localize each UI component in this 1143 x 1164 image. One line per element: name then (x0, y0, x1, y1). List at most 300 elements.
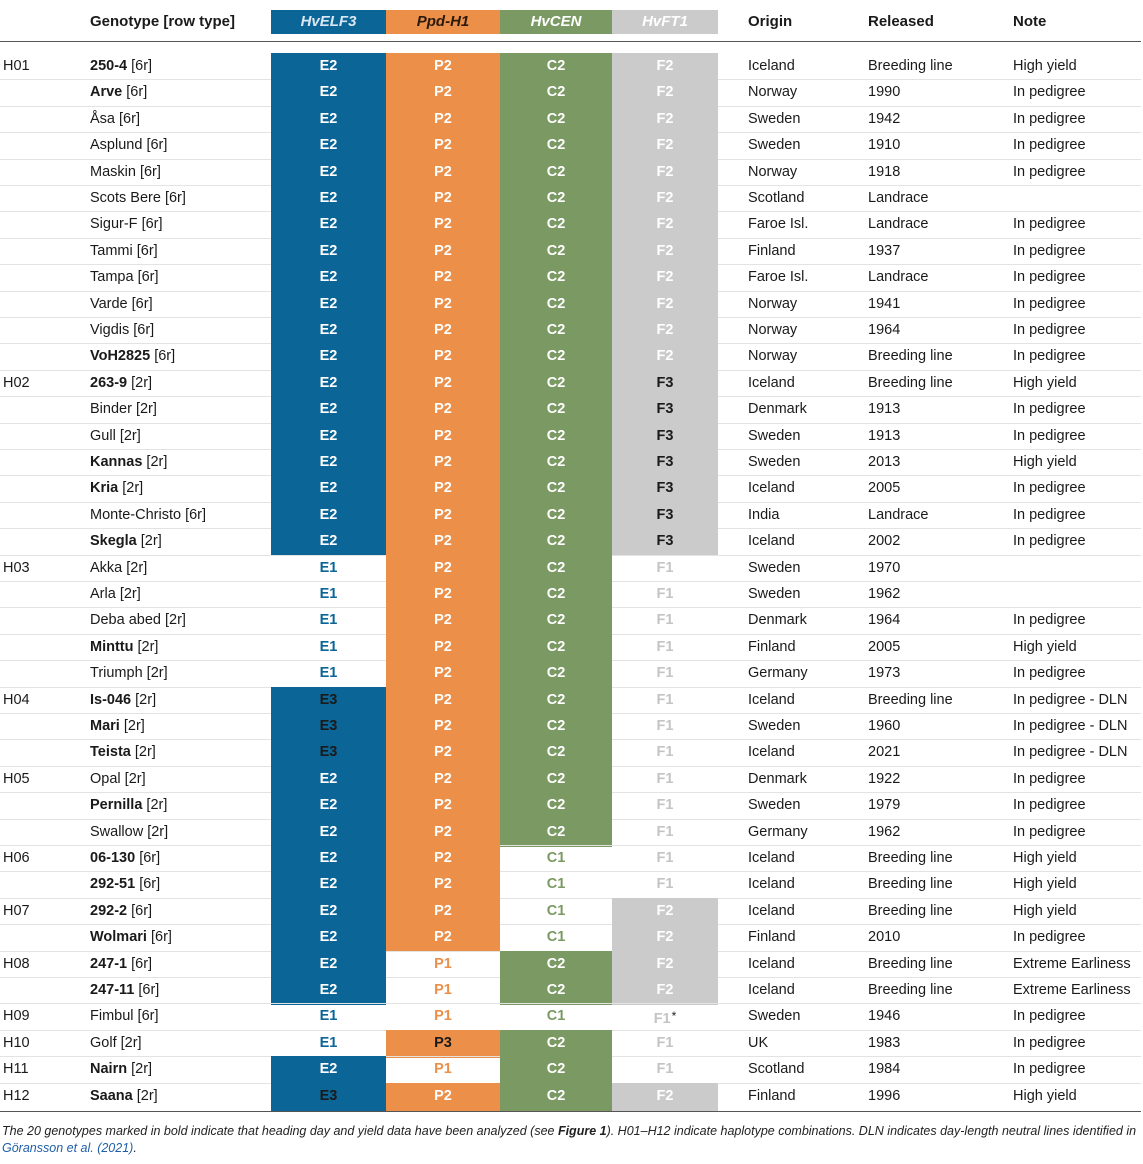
cen-allele (500, 159, 612, 187)
cen-allele (500, 106, 612, 134)
cen-allele (500, 423, 612, 451)
released-cell: Landrace (868, 216, 929, 233)
ft1-allele (612, 291, 718, 319)
elf3-allele-value: E1 (319, 1008, 338, 1025)
ft1-allele-value: F2 (656, 137, 674, 154)
ppd-allele-value: P2 (434, 1087, 452, 1104)
ppd-allele-value: P2 (434, 58, 452, 74)
origin-cell: Finland (748, 1087, 796, 1104)
ppd-allele (386, 370, 500, 398)
elf3-allele-value: E2 (319, 427, 338, 444)
row-type: [6r] (138, 982, 160, 998)
haplotype-group: H04 (3, 691, 30, 708)
cen-allele (500, 792, 612, 820)
ft1-allele-value: F1 (656, 823, 674, 840)
genotype-name: Opal (90, 770, 121, 787)
ppd-allele (386, 53, 500, 81)
cen-allele (500, 819, 612, 847)
header-rule (0, 41, 1141, 42)
ft1-allele (612, 951, 718, 979)
row-type: [2r] (135, 691, 157, 708)
ft1-allele-value: F1 (656, 559, 674, 576)
released-cell: Breeding line (868, 374, 953, 391)
genotype-name: Kannas (90, 454, 143, 470)
cen-allele-value: C2 (546, 638, 566, 655)
cen-allele (500, 264, 612, 292)
row-type: [2r] (124, 770, 146, 787)
ft1-allele-value: F2 (656, 348, 674, 365)
ft1-allele-value: F2 (656, 84, 674, 101)
note-cell: High yield (1013, 638, 1077, 655)
ft1-allele (612, 370, 718, 398)
caption-part-3: . (133, 1141, 137, 1155)
note-cell: In pedigree - DLN (1013, 744, 1128, 761)
ppd-allele-value: P1 (434, 1008, 452, 1025)
genotype-cell (90, 375, 152, 391)
row-type: [6r] (119, 110, 140, 127)
row-type: [2r] (146, 665, 168, 682)
ft1-allele-value: F2 (656, 1087, 674, 1104)
note-cell: In pedigree (1013, 797, 1086, 814)
ft1-allele (612, 1056, 718, 1084)
ppd-allele-value: P2 (434, 480, 452, 497)
haplotype-group: H05 (3, 770, 30, 787)
row-type: [6r] (139, 163, 161, 180)
ppd-allele-value: P2 (434, 559, 452, 576)
cen-allele (500, 317, 612, 345)
haplotype-group: H06 (3, 850, 30, 866)
caption-figure-link[interactable]: Figure 1 (557, 1124, 607, 1138)
elf3-allele-value: E2 (319, 58, 338, 74)
origin-cell: Scotland (748, 1061, 805, 1078)
ppd-allele (386, 528, 500, 556)
ppd-allele (386, 555, 500, 583)
cen-allele (500, 766, 612, 794)
genotype-name: Akka (90, 559, 123, 576)
genotype-name: 247-1 (90, 955, 128, 972)
cen-allele (500, 1030, 612, 1058)
note-cell: In pedigree (1013, 242, 1086, 259)
cen-allele-value: C1 (546, 902, 566, 919)
cen-allele (500, 977, 612, 1005)
released-cell: 1973 (868, 665, 901, 682)
elf3-allele-value: E2 (319, 322, 338, 338)
ppd-allele (386, 1003, 500, 1031)
genotype-name: Gull (90, 427, 116, 444)
origin-cell: Sweden (748, 110, 801, 127)
origin-cell: Iceland (748, 480, 795, 497)
ppd-allele-value: P2 (434, 665, 452, 682)
row-type: [6r] (131, 955, 153, 972)
ft1-allele (612, 106, 718, 134)
elf3-allele-value: E2 (319, 295, 338, 312)
origin-cell: Germany (748, 665, 808, 682)
elf3-allele (271, 819, 386, 847)
cen-allele (500, 53, 612, 81)
ft1-allele-value: F1 (656, 876, 674, 893)
origin-cell: Norway (748, 295, 798, 312)
note-cell: In pedigree - DLN (1013, 718, 1128, 734)
origin-cell: Iceland (748, 876, 795, 893)
caption-part-1: The 20 genotypes marked in bold indicate that heading day and yield data have been analyzed (see (2, 1124, 558, 1138)
haplotype-group: H01 (3, 58, 30, 74)
cen-allele (500, 739, 612, 767)
cen-allele (500, 555, 612, 583)
origin-cell: Iceland (748, 902, 795, 919)
genotype-name: Golf (90, 1034, 117, 1051)
ft1-allele-value: F1 (656, 770, 674, 787)
ft1-allele-value: F3 (656, 401, 674, 418)
ft1-allele (612, 713, 718, 741)
origin-cell: Sweden (748, 586, 801, 602)
released-cell: Breeding line (868, 902, 953, 919)
genotype-cell (90, 797, 167, 813)
ft1-allele-value: F2 (656, 982, 674, 998)
released-cell: 1979 (868, 797, 901, 814)
row-type: [6r] (137, 1008, 159, 1025)
released-cell: 1962 (868, 823, 901, 840)
elf3-allele-value: E1 (319, 1034, 338, 1051)
note-cell: Extreme Earliness (1013, 982, 1131, 998)
genotype-cell (90, 1035, 142, 1051)
ppd-allele (386, 291, 500, 319)
ft1-allele (612, 264, 718, 292)
elf3-allele-value: E2 (319, 454, 338, 470)
elf3-allele-value: E2 (319, 137, 338, 154)
cen-allele (500, 185, 612, 213)
note-cell: In pedigree (1013, 1061, 1086, 1078)
note-cell: High yield (1013, 902, 1077, 919)
genotype-name: Wolmari (90, 929, 147, 946)
released-cell: 1970 (868, 559, 901, 576)
ft1-allele-value: F1 (656, 665, 674, 682)
elf3-allele-value: E2 (319, 982, 338, 998)
cen-allele-value: C2 (546, 58, 566, 74)
cen-allele (500, 581, 612, 609)
elf3-allele-value: E2 (319, 269, 338, 286)
released-cell: 1913 (868, 401, 901, 418)
haplotype-group: H09 (3, 1008, 30, 1025)
genotype-cell (90, 718, 145, 734)
note-cell: In pedigree (1013, 929, 1086, 946)
elf3-allele-value: E1 (319, 638, 338, 655)
cen-allele-value: C2 (546, 454, 566, 470)
cen-allele-value: C2 (546, 269, 566, 286)
elf3-allele (271, 396, 386, 424)
ft1-allele (612, 475, 718, 503)
cen-allele (500, 713, 612, 741)
ppd-allele (386, 211, 500, 239)
ft1-allele-value: F1 (656, 850, 674, 866)
elf3-allele (271, 766, 386, 794)
origin-cell: Norway (748, 84, 798, 101)
genotype-name: Tampa (90, 269, 134, 286)
cen-allele-value: C2 (546, 348, 566, 365)
ppd-allele-value: P2 (434, 929, 452, 946)
origin-cell: Denmark (748, 770, 807, 787)
row-type: [6r] (164, 190, 186, 206)
ppd-allele (386, 660, 500, 688)
cen-allele-value: C2 (546, 242, 566, 259)
row-type: [6r] (139, 876, 161, 893)
elf3-allele (271, 475, 386, 503)
elf3-allele (271, 264, 386, 292)
ft1-allele-value: F2 (656, 58, 674, 74)
ft1-allele-value: F1 (656, 1034, 674, 1051)
elf3-allele (271, 211, 386, 239)
genotype-cell (90, 824, 168, 840)
cen-allele (500, 370, 612, 398)
genotype-name: Pernilla (90, 797, 143, 814)
cen-allele-value: C2 (546, 533, 566, 550)
elf3-allele (271, 1056, 386, 1084)
ppd-allele-value: P2 (434, 427, 452, 444)
ppd-allele-value: P2 (434, 348, 452, 365)
table-caption (2, 1123, 1140, 1157)
elf3-allele-value: E1 (319, 665, 338, 682)
cen-allele-value: C2 (546, 216, 566, 233)
origin-cell: Sweden (748, 797, 801, 814)
elf3-allele-value: E2 (319, 480, 338, 497)
origin-cell: India (748, 506, 780, 523)
elf3-allele-value: E2 (319, 163, 338, 180)
header-hvft1: HvFT1 (612, 10, 718, 34)
cen-allele-value: C2 (546, 84, 566, 101)
cen-allele-value: C2 (546, 110, 566, 127)
row-type: [2r] (140, 533, 162, 550)
ppd-allele (386, 871, 500, 899)
genotype-name: Teista (90, 744, 131, 761)
elf3-allele (271, 924, 386, 952)
ft1-allele-value: F2 (656, 955, 674, 972)
ft1-allele-value: F2 (656, 242, 674, 259)
elf3-allele-value: E2 (319, 850, 338, 866)
header-released: Released (868, 13, 934, 30)
elf3-allele-value: E2 (319, 955, 338, 972)
ppd-allele (386, 792, 500, 820)
row-type: [2r] (164, 612, 186, 629)
origin-cell: Norway (748, 163, 798, 180)
header-hvelf3: HvELF3 (271, 10, 386, 34)
released-cell: Breeding line (868, 850, 953, 866)
genotype-cell (90, 137, 167, 153)
note-cell: High yield (1013, 850, 1077, 866)
elf3-allele-value: E2 (319, 1061, 338, 1078)
ft1-allele (612, 766, 718, 794)
header-hvcen: HvCEN (500, 10, 612, 34)
ppd-allele-value: P2 (434, 216, 452, 233)
note-cell: In pedigree (1013, 84, 1086, 101)
ppd-allele-value: P2 (434, 744, 452, 761)
elf3-allele (271, 581, 386, 609)
released-cell: Breeding line (868, 955, 953, 972)
header-ppd-h1: Ppd-H1 (386, 10, 500, 34)
cen-allele (500, 871, 612, 899)
cen-allele-value: C2 (546, 770, 566, 787)
ft1-allele (612, 132, 718, 160)
note-cell: In pedigree (1013, 612, 1086, 629)
ppd-allele-value: P1 (434, 1061, 452, 1078)
genotype-cell (90, 296, 153, 312)
ppd-allele-value: P2 (434, 770, 452, 787)
ppd-allele-value: P2 (434, 586, 452, 602)
note-cell: High yield (1013, 374, 1077, 391)
ppd-allele-value: P2 (434, 295, 452, 312)
row-type: [6r] (185, 506, 207, 523)
row-type: [6r] (137, 269, 159, 286)
origin-cell: Finland (748, 638, 796, 655)
note-cell: In pedigree (1013, 295, 1086, 312)
ft1-allele-value: F2 (656, 110, 674, 127)
ft1-allele-value: F1 (656, 691, 674, 708)
ppd-allele (386, 185, 500, 213)
elf3-allele (271, 1003, 386, 1031)
ppd-allele (386, 106, 500, 134)
genotype-name: 247-11 (90, 982, 135, 998)
note-cell: In pedigree (1013, 269, 1086, 286)
genotype-name: Is-046 (90, 691, 132, 708)
released-cell: 2010 (868, 929, 901, 946)
origin-cell: Finland (748, 242, 796, 259)
cen-allele (500, 79, 612, 107)
note-cell: High yield (1013, 454, 1077, 470)
haplotype-group: H07 (3, 902, 30, 919)
haplotype-group: H08 (3, 955, 30, 972)
ft1-allele-value: F3 (656, 427, 674, 444)
ppd-allele-value: P2 (434, 876, 452, 893)
genotype-cell (90, 744, 156, 760)
genotype-name: Saana (90, 1087, 133, 1104)
ft1-allele-value: F3 (656, 480, 674, 497)
note-cell: In pedigree (1013, 533, 1086, 550)
cen-allele-value: C2 (546, 797, 566, 814)
ft1-allele (612, 53, 718, 81)
ft1-allele (612, 607, 718, 635)
elf3-allele-value: E3 (319, 744, 338, 761)
ppd-allele-value: P2 (434, 506, 452, 523)
ppd-allele (386, 739, 500, 767)
genotype-cell (90, 665, 168, 681)
cen-allele (500, 845, 612, 873)
elf3-allele-value: E2 (319, 348, 338, 365)
released-cell: Breeding line (868, 876, 953, 893)
elf3-allele-value: E1 (319, 559, 338, 576)
origin-cell: Sweden (748, 454, 801, 470)
row-type: [6r] (131, 58, 153, 74)
ft1-allele (612, 581, 718, 609)
origin-cell: Faroe Isl. (748, 269, 809, 286)
ft1-footnote-mark: * (671, 1009, 677, 1024)
origin-cell: Sweden (748, 137, 801, 154)
note-cell: In pedigree (1013, 216, 1086, 233)
genotype-name: Mari (90, 718, 120, 734)
ft1-allele-value: F2 (656, 190, 674, 206)
elf3-allele (271, 132, 386, 160)
ppd-allele (386, 819, 500, 847)
cen-allele (500, 1003, 612, 1031)
origin-cell: Norway (748, 322, 798, 338)
genotype-name: Binder (90, 401, 132, 418)
origin-cell: Iceland (748, 374, 795, 391)
elf3-allele (271, 291, 386, 319)
note-cell: In pedigree (1013, 823, 1086, 840)
released-cell: 1962 (868, 586, 901, 602)
haplotype-group: H11 (3, 1061, 29, 1078)
genotype-cell (90, 322, 154, 338)
ppd-allele (386, 449, 500, 477)
genotype-name: Arve (90, 84, 123, 101)
note-cell: In pedigree (1013, 163, 1086, 180)
released-cell: Landrace (868, 269, 929, 286)
origin-cell: Iceland (748, 58, 795, 74)
ppd-allele (386, 1056, 500, 1084)
genotype-cell (90, 190, 186, 206)
ppd-allele-value: P2 (434, 190, 452, 206)
ppd-allele (386, 766, 500, 794)
genotype-cell (90, 1008, 159, 1024)
origin-cell: Faroe Isl. (748, 216, 809, 233)
row-type: [6r] (146, 137, 168, 154)
row-type: [6r] (136, 242, 158, 259)
genotype-cell (90, 533, 162, 549)
cen-allele (500, 951, 612, 979)
row-type: [2r] (147, 823, 169, 840)
elf3-allele-value: E2 (319, 84, 338, 101)
ft1-allele-value: F1 (656, 718, 674, 734)
origin-cell: Iceland (748, 982, 795, 998)
elf3-allele-value: E2 (319, 190, 338, 206)
genotype-cell (90, 507, 206, 523)
elf3-allele-value: E1 (319, 612, 338, 629)
cen-allele-value: C1 (546, 1008, 566, 1025)
origin-cell: Denmark (748, 401, 807, 418)
cen-allele-value: C2 (546, 480, 566, 497)
caption-reference-link[interactable]: Göransson et al. (2021) (2, 1141, 134, 1155)
genotype-name: 263-9 (90, 374, 128, 391)
haplotype-group: H12 (3, 1087, 30, 1104)
genotype-name: Swallow (90, 823, 144, 840)
ft1-allele-value: F3 (656, 374, 674, 391)
genotype-cell (90, 639, 158, 655)
elf3-allele-value: E2 (319, 823, 338, 840)
elf3-allele-value: E2 (319, 770, 338, 787)
released-cell: Breeding line (868, 58, 953, 74)
ppd-allele (386, 977, 500, 1005)
note-cell: In pedigree (1013, 348, 1086, 365)
origin-cell: Iceland (748, 744, 795, 761)
ft1-allele (612, 977, 718, 1005)
ft1-allele-value: F2 (656, 163, 674, 180)
ppd-allele-value: P2 (434, 137, 452, 154)
ft1-allele (612, 502, 718, 530)
released-cell: Breeding line (868, 348, 953, 365)
ppd-allele (386, 159, 500, 187)
note-cell: High yield (1013, 1087, 1077, 1104)
genotype-cell (90, 771, 146, 787)
ppd-allele (386, 502, 500, 530)
note-cell: In pedigree - DLN (1013, 691, 1128, 708)
elf3-allele (271, 845, 386, 873)
released-cell: 1983 (868, 1034, 901, 1051)
cen-allele-value: C2 (546, 190, 566, 206)
ft1-allele (612, 739, 718, 767)
ppd-allele-value: P1 (434, 982, 452, 998)
ft1-allele-value: F2 (656, 216, 674, 233)
note-cell: In pedigree (1013, 770, 1086, 787)
cen-allele-value: C2 (546, 982, 566, 998)
origin-cell: Iceland (748, 850, 795, 866)
origin-cell: Sweden (748, 427, 801, 444)
